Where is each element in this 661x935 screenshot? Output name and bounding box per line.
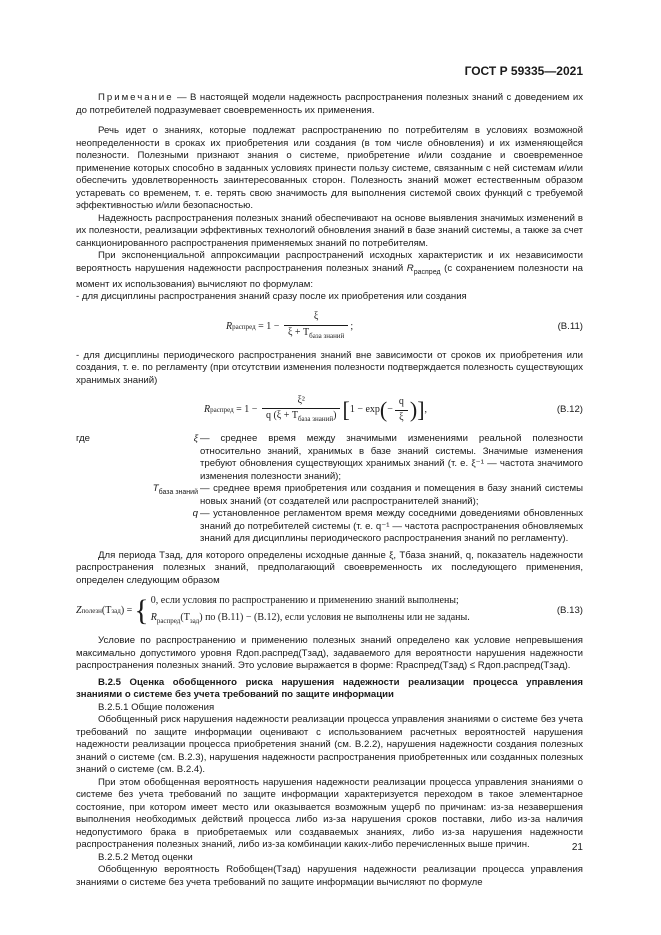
equation-b11: R распред = 1 − $\frac{\xi}{\xi + T_{база знаний}}$ ; (В.11): [76, 310, 583, 344]
equation-number: (В.13): [556, 605, 583, 617]
equation-b13: Z полезн (T зад ) = { 0, если условия по распространению и применению знаний выполнены; $R_{распред}(T_{зад})$ по (В.11) − (В.12), если условия не выполнены или не заданы. (В.13): [76, 594, 583, 628]
definition-row: $T_{база знаний}$ — среднее время приобретения или создания и помещения в базу знаний системы новых знаний (от создателей или распространителей знаний);: [152, 483, 583, 507]
fraction: $\frac{q}{\xi}$: [395, 396, 408, 424]
page-number: 21: [571, 842, 583, 853]
note-text: — В настоящей модели надежность распространения полезных знаний с доведением их до потребителей подразумевает своевременность их применения.: [76, 92, 583, 116]
paragraph: Условие по распространению и применению полезных знаний определено как условие непревышения максимально допустимого уровня Rдоп.распред(Tзад), задаваемого для вероятности нарушения надежности распространения полезных знаний. Это условие выражается в форме: Rраспред(Tзад) ≤ Rдоп.распред(Tзад).: [76, 635, 583, 672]
definitions-list: [76, 433, 583, 546]
note-paragraph: [76, 92, 583, 117]
subsection-title: В.2.5.1 Общие положения: [98, 701, 215, 713]
paragraph: Для периода Tзад, для которого определены исходные данные ξ, Tбаза знаний, q, показатель надежности распространения полезных знаний, предполагающий своевременность их последующего применения, определен следующим образом: [76, 549, 583, 586]
document-id: ГОСТ Р 59335—2021: [464, 64, 583, 78]
paragraph: - для дисциплины периодического распространения знаний вне зависимости от сроков их приобретения или создания, т. е. по регламенту (при отсутствии изменения полезности подтверждается полезность существующих хранимых знаний): [76, 349, 583, 386]
section-title: В.2.5 Оценка обобщенного риска нарушения надежности реализации процесса управления знаниями о системе без учета требований по защите информации: [76, 676, 583, 701]
paragraph: Обобщенный риск нарушения надежности реализации процесса управления знаниями о системе без учета требований по защите информации оценивают с использованием расчетных вероятностей нарушения надежности реализации процесса приобретения знаний (см. В.2.2), нарушения надежности создания полезных знаний о системе (см. В.2.3), нарушения надежности распространения приобретенных или созданных полезных знаний о системе (см. В.2.4).: [76, 714, 583, 776]
fraction: $\frac{\text{ξ²}}{q (\xi + T_{база знаний})}$: [262, 395, 341, 426]
fraction: $\frac{\xi}{\xi + T_{база знаний}}$: [284, 311, 348, 342]
paragraph: Обобщенную вероятность Rобобщен(Tзад) нарушения надежности реализации процесса управления знаниями о системе без учета требований по защите информации вычисляют по формуле: [76, 864, 583, 888]
paragraph: При экспоненциальной аппроксимации распространений исходных характеристик и их независимости вероятность нарушения надежности распространения полезных знаний $R_{распред}$ (с сохранением полезности на момент их использования) вычисляют по формулам:: [76, 250, 584, 290]
equation-number: (В.12): [556, 404, 583, 416]
subsection-title: В.2.5.2 Метод оценки: [98, 851, 193, 863]
paragraph: - для дисциплины распространения знаний сразу после их приобретения или создания: [76, 291, 467, 303]
paragraph: Речь идет о знаниях, которые подлежат распространению по потребителям в условиях возможной неопределенности в сроках их приобретения или создания (в том числе обновления) и их изменяющейся полезности. Полезными признают знания о системе, приобретение и/или создание и своевременное применение которых способно в заданных условиях принести пользу системе, связанным с ней системам и/или обеспечить удовлетворенность заинтересованных сторон. Полезность знаний может естественным образом устаревать со временем, т. е. терять свою значимость для выполнения системой своих функций с требуемой эффективностью и/или безопасностью.: [76, 125, 583, 211]
equation-number: (В.11): [557, 320, 583, 332]
paragraph: При этом обобщенная вероятность нарушения надежности реализации процесса управления знаниями о системе без учета требований по защите информации характеризуется переходом в такое элементарное состояние, при котором имеет место или оказывается возможным ущерб по причинам: из-за незавершения выполнения необходимых действий процесса либо из-за нарушения сроков поставки, либо из-за наличия недопустимого брака в приобретаемых или создаваемых знаниях, либо из-за нарушения надежности распространения полезных знаний, либо из-за комбинации каких-либо перечисленных выше причин.: [76, 776, 583, 851]
note-label: Примечание: [98, 92, 174, 103]
definition-row: где ξ — среднее время между значимыми изменениями реальной полезности относительно знаний, хранимых в базе знаний системы. Значимые изменения требуют обновления существующих хранимых знаний (т. е. ξ⁻¹ — частота значимого изменения полезности знаний);: [76, 433, 583, 482]
paragraph: Надежность распространения полезных знаний обеспечивают на основе выявления значимых изменений в их полезности, реализации эффективных технологий обновления знаний в базе знаний системы, а также за счет санкционированного распространения применяемых знаний по потребителям.: [76, 212, 583, 249]
page-content: [76, 92, 583, 889]
definition-row: q — установленное регламентом время между соседними доведениями обновленных знаний до потребителей системы (т. е. q⁻¹ — частота распространения обновляемых знаний для дисциплины периодического распространения знаний по регламенту).: [192, 508, 583, 545]
equation-b12: R распред = 1 − $\frac{\text{ξ²}}{q (\xi + T_{база знаний})}$ [ 1 − exp ( − $\frac{q}{\xi}$ ) ] , (В.12): [76, 393, 583, 427]
